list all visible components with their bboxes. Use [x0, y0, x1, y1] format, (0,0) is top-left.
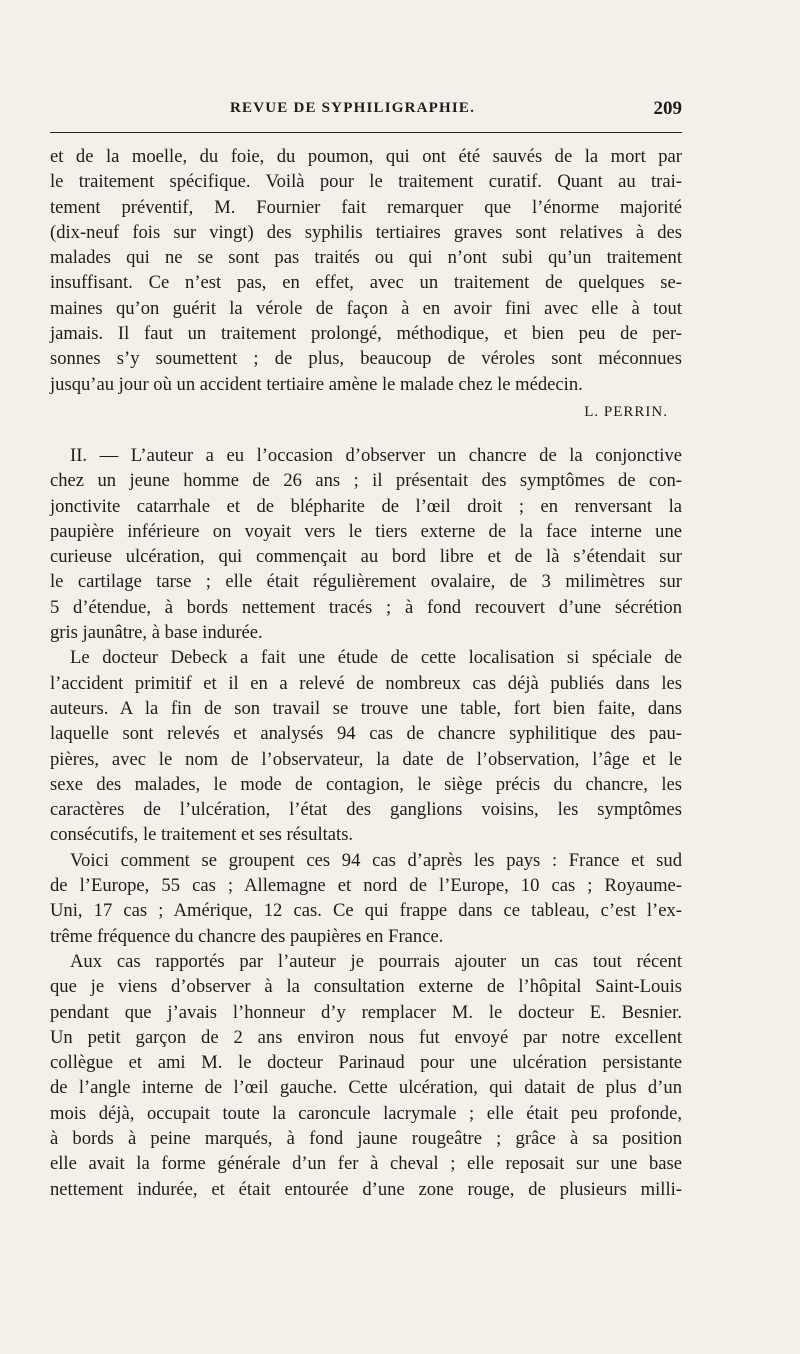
text-line: collègue et ami M. le docteur Parinaud pour une ulcération persistante: [50, 1052, 682, 1074]
author-signature: L. PERRIN.: [584, 403, 668, 420]
text-line: consécutifs, le traitement et ses résultats.: [50, 824, 354, 846]
text-line: pendant que j’avais l’honneur d’y remplacer M. le docteur E. Besnier.: [50, 1001, 682, 1023]
text-line: pières, avec le nom de l’observateur, la date de l’observation, l’âge et le: [50, 748, 682, 770]
paragraph-5: [50, 949, 682, 1202]
text-line: jonctivite catarrhale et de blépharite de l’œil droit ; en renversant la: [50, 495, 682, 517]
text-line: (dix-neuf fois sur vingt) des syphilis tertiaires graves sont relatives à des: [50, 221, 682, 243]
text-line: Le docteur Debeck a fait une étude de cette localisation si spéciale de: [70, 647, 682, 669]
text-line: curieuse ulcération, qui commençait au bord libre et de là s’étendait sur: [50, 546, 682, 568]
text-line: de l’angle interne de l’œil gauche. Cette ulcération, qui datait de plus d’un: [50, 1077, 682, 1099]
text-line: de l’Europe, 55 cas ; Allemagne et nord de l’Europe, 10 cas ; Royaume-: [50, 875, 682, 897]
text-line: trême fréquence du chancre des paupières en France.: [50, 925, 444, 947]
text-line: elle avait la forme générale d’un fer à cheval ; elle reposait sur une base: [50, 1153, 682, 1175]
paragraph-2: [50, 443, 682, 645]
header-rule: [50, 132, 682, 133]
text-line: jamais. Il faut un traitement prolongé, méthodique, et bien peu de per-: [50, 323, 682, 345]
text-line: tement préventif, M. Fournier fait remarquer que l’énorme majorité: [50, 196, 682, 218]
text-line: II. — L’auteur a eu l’occasion d’observer un chancre de la conjonctive: [70, 444, 682, 466]
text-line: à bords à peine marqués, à fond jaune rougeâtre ; grâce à sa position: [50, 1127, 682, 1149]
text-line: l’accident primitif et il en a relevé de nombreux cas déjà publiés dans les: [50, 672, 682, 694]
text-line: caractères de l’ulcération, l’état des ganglions voisins, les symptômes: [50, 799, 682, 821]
text-line: insuffisant. Ce n’est pas, en effet, avec un traitement de quelques se-: [50, 272, 682, 294]
text-line: que je viens d’observer à la consultation externe de l’hôpital Saint-Louis: [50, 976, 682, 998]
page-number: 209: [653, 98, 682, 119]
text-line: chez un jeune homme de 26 ans ; il présentait des symptômes de con-: [50, 470, 682, 492]
paragraph-4: [50, 848, 682, 949]
running-header: [50, 100, 682, 126]
text-line: paupière inférieure on voyait vers le tiers externe de la face interne une: [50, 520, 682, 542]
body-text: [50, 144, 682, 1202]
text-line: jusqu’au jour où un accident tertiaire amène le malade chez le médecin.: [50, 373, 583, 395]
text-line: Voici comment se groupent ces 94 cas d’après les pays : France et sud: [70, 849, 682, 871]
text-line: mois déjà, occupait toute la caroncule lacrymale ; elle était peu profonde,: [50, 1102, 682, 1124]
text-line: Uni, 17 cas ; Amérique, 12 cas. Ce qui frappe dans ce tableau, c’est l’ex-: [50, 900, 682, 922]
text-line: et de la moelle, du foie, du poumon, qui ont été sauvés de la mort par: [50, 146, 682, 167]
text-line: malades qui ne se sont pas traités ou qui n’ont subi qu’un traitement: [50, 247, 682, 269]
text-line: nettement indurée, et était entourée d’une zone rouge, de plusieurs milli-: [50, 1178, 682, 1200]
text-line: 5 d’étendue, à bords nettement tracés ; à fond recouvert d’une sécrétion: [50, 596, 682, 618]
text-line: sonnes s’y soumettent ; de plus, beaucoup de véroles sont méconnues: [50, 348, 682, 370]
paragraph-3: [50, 645, 682, 847]
text-line: gris jaunâtre, à base indurée.: [50, 622, 263, 644]
text-line: Aux cas rapportés par l’auteur je pourrais ajouter un cas tout récent: [70, 950, 682, 972]
text-line: auteurs. A la fin de son travail se trouve une table, fort bien faite, dans: [50, 697, 682, 719]
text-line: Un petit garçon de 2 ans environ nous fut envoyé par notre excellent: [50, 1026, 682, 1048]
text-line: le traitement spécifique. Voilà pour le traitement curatif. Quant au trai-: [50, 171, 682, 193]
text-line: laquelle sont relevés et analysés 94 cas de chancre syphilitique des pau-: [50, 723, 682, 745]
paragraph-1: [50, 144, 682, 397]
text-line: maines qu’on guérit la vérole de façon à en avoir fini avec elle à tout: [50, 297, 682, 319]
journal-title: REVUE DE SYPHILIGRAPHIE.: [230, 100, 476, 116]
text-line: le cartilage tarse ; elle était régulièrement ovalaire, de 3 milimètres sur: [50, 571, 682, 593]
text-line: sexe des malades, le mode de contagion, le siège précis du chancre, les: [50, 773, 682, 795]
